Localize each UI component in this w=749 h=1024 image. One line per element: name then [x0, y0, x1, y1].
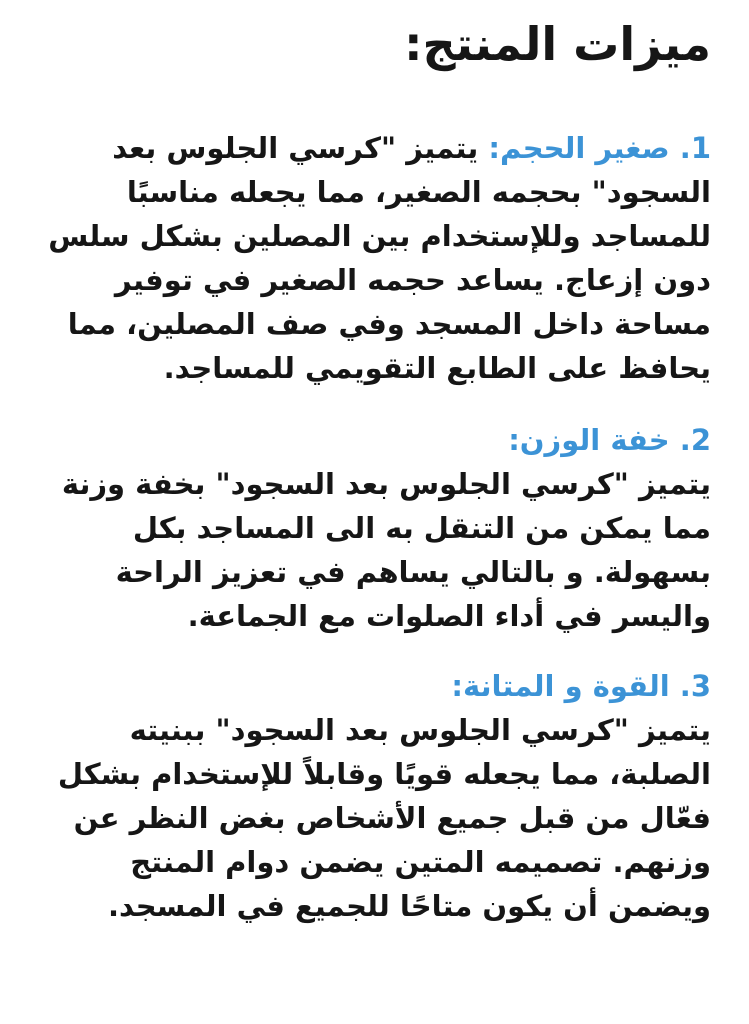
feature-heading-light-weight: 2. خفة الوزن:	[508, 423, 711, 457]
feature-heading-small-size: 1. صغير الحجم:	[488, 131, 711, 165]
feature-light-weight	[46, 418, 711, 638]
feature-small-size	[46, 126, 711, 390]
page-title: ميزات المنتج:	[404, 17, 711, 71]
feature-body-strength-durability: يتميز "كرسي الجلوس بعد السجود" ببنيته الصلبة، مما يجعله قويًا وقابلاً للإستخدام بشكل فعّال من قبل جميع الأشخاص بغض النظر عن وزنهم. تصميمه المتين يضمن دوام المنتج ويضمن أن يكون متاحًا للجميع في المسجد.	[57, 713, 711, 923]
feature-strength-durability	[46, 664, 711, 928]
feature-heading-strength-durability: 3. القوة و المتانة:	[451, 669, 711, 703]
feature-body-light-weight: يتميز "كرسي الجلوس بعد السجود" بخفة وزنة مما يمكن من التنقل به الى المساجد بكل بسهولة. و بالتالي يساهم في تعزيز الراحة واليسر في أداء الصلوات مع الجماعة.	[61, 467, 711, 633]
feature-body-small-size: يتميز "كرسي الجلوس بعد السجود" بحجمه الصغير، مما يجعله مناسبًا للمساجد وللإستخدام بين المصلين بشكل سلس دون إزعاج. يساعد حجمه الصغير في توفير مساحة داخل المسجد وفي صف المصلين، مما يحافظ على الطابع التقويمي للمساجد.	[48, 131, 711, 385]
